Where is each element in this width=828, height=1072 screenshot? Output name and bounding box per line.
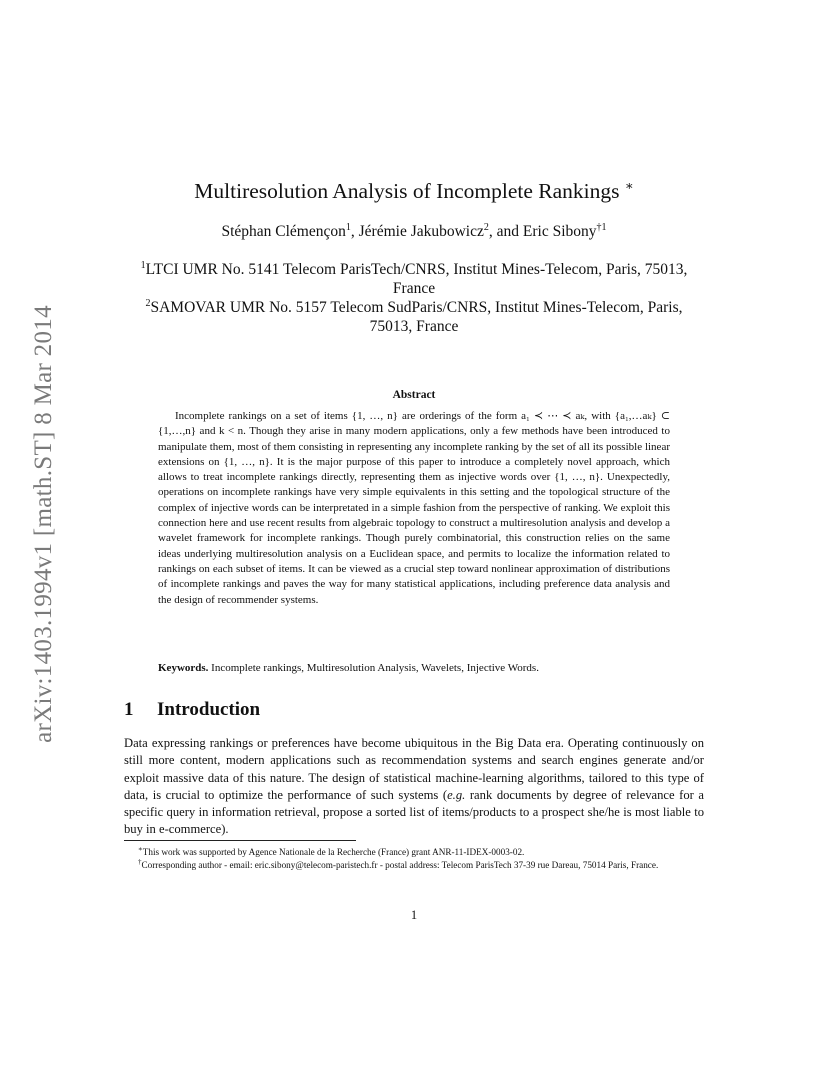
footnote-text: This work was supported by Agence Nationale de la Recherche (France) grant ANR-11-IDEX-0003-02. [142, 847, 525, 858]
author-mark: 1 [345, 222, 351, 233]
author-separator: , and [488, 223, 523, 241]
section-heading [124, 699, 260, 721]
author-separator: , [350, 223, 359, 241]
author-name: Stéphan Clémençon [221, 223, 346, 241]
footnote-divider [124, 840, 356, 841]
abstract-body: Incomplete rankings on a set of items {1, …, n} are orderings of the form a₁ ≺ ⋯ ≺ aₖ, with {a₁,…aₖ} ⊂ {1,…,n} and k < n. Though they arise in many modern applications, only a few methods have been introduced to manipulate them, most of them consisting in representing any incomplete ranking by the set of all its possible linear extensions on {1, …, n}. It is the major purpose of this paper to introduce a completely novel approach, which allows to treat incomplete rankings directly, representing them as injective words over {1, …, n}. Unexpectedly, operations on incomplete rankings have very simple equivalents in this setting and the topological structure of the complex of injective words can be interpretated in a simple fashion from the perspective of ranking. We exploit this connection here and use recent results from algebraic topology to construct a multiresolution analysis and develop a wavelet framework for incomplete rankings. Though purely combinatorial, this construction relies on the same ideas underlying multiresolution analysis on a Euclidean space, and permits to localize the information related to rankings on each subset of items. It can be viewed as a crucial step toward nonlinear approximation of distributions of incomplete rankings and paves the way for many statistical applications, including preference data analysis and the design of recommender systems. [158, 410, 670, 606]
affiliation-text: LTCI UMR No. 5141 Telecom ParisTech/CNRS, Institut Mines-Telecom, Paris, 75013, France [145, 261, 688, 298]
affiliation [124, 294, 704, 336]
section-title: Introduction [157, 699, 261, 720]
abstract-heading: Abstract [392, 389, 436, 401]
author-name: Eric Sibony [522, 223, 597, 241]
footnote-mark: ∗ [138, 845, 143, 853]
footnote-mark: † [138, 858, 142, 866]
keywords-label: Keywords. [158, 662, 209, 674]
keywords-text: Incomplete rankings, Multiresolution Analysis, Wavelets, Injective Words. [211, 662, 539, 674]
intro-emphasis: e.g. [447, 787, 466, 802]
author-name: Jérémie Jakubowicz [358, 223, 484, 241]
author-list [0, 222, 828, 241]
affiliation-mark: 1 [140, 260, 146, 271]
author-mark: 2 [483, 222, 489, 233]
intro-text: Data expressing rankings or preferences have become ubiquitous in the Big Data era. Operating continuously on still more content, modern applications such as recommendation systems and search engines generate and/or exploit massive data of this nature. The design of statistical machine-learning algorithms, tailored to this type of data, is crucial to optimize the performance of such systems ( [124, 736, 704, 802]
section-number: 1 [124, 699, 134, 720]
keywords [158, 662, 670, 674]
footnote [124, 856, 704, 872]
affiliation-mark: 2 [145, 298, 151, 309]
footnote-text: Corresponding author - email: eric.sibony@telecom-paristech.fr - postal address: Telecom ParisTech 37-39 rue Dareau, 75014 Paris, France. [141, 860, 659, 871]
affiliation-text: SAMOVAR UMR No. 5157 Telecom SudParis/CNRS, Institut Mines-Telecom, Paris, 75013, France [150, 299, 683, 336]
page-number: 1 [410, 908, 418, 922]
author-mark: †1 [596, 222, 607, 233]
affiliation [124, 256, 704, 298]
introduction-paragraph [124, 735, 704, 839]
arxiv-identifier: arXiv:1403.1994v1 [math.ST] 8 Mar 2014 [30, 305, 57, 743]
paper-title [0, 178, 828, 204]
paper-title-text: Multiresolution Analysis of Incomplete Rankings [194, 179, 620, 204]
intro-text-continued: rank documents by degree of relevance for a specific query in information retrieval, propose a sorted list of items/products to a prospect she/he is most liable to buy in e-commerce). [124, 787, 704, 837]
title-footnote-mark: ∗ [624, 178, 634, 193]
